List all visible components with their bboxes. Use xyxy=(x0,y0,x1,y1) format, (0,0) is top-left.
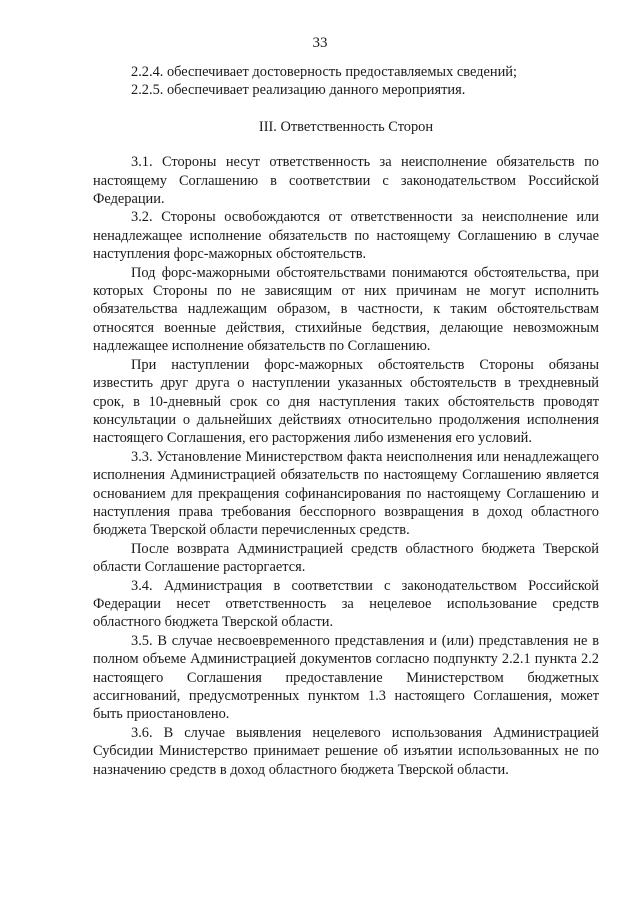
section-title: III. Ответственность Сторон xyxy=(258,118,434,135)
paragraph-3-6: 3.6. В случае выявления нецелевого использования Администрацией Субсидии Министерство принимает решение об изъятии использованных не по назначению средств в доход областного бюджета Тверской области. xyxy=(93,724,599,778)
paragraph-3-1: 3.1. Стороны несут ответственность за неисполнение обязательств по настоящему Соглашению в соответствии с законодательством Российской Федерации. xyxy=(93,154,599,208)
paragraph-3-2: 3.2. Стороны освобождаются от ответственности за неисполнение или ненадлежащее исполнение обязательств по настоящему Соглашению в случае наступления форс-мажорных обстоятельств. xyxy=(93,209,599,263)
paragraph-termination: После возврата Администрацией средств областного бюджета Тверской области Соглашение расторгается. xyxy=(93,540,599,576)
list-item: 2.2.5. обеспечивает реализацию данного мероприятия. xyxy=(131,82,466,99)
list-item: 2.2.4. обеспечивает достоверность предоставляемых сведений; xyxy=(131,64,517,80)
paragraph-3-5: 3.5. В случае несвоевременного представления и (или) представления не в полном объеме Администрацией документов согласно подпункту 2.2.1 пункта 2.2 настоящего Соглашения предоставление Министерством бюджетных ассигнований, предусмотренных пунктом 1.3 настоящего Соглашения, может быть приостановлено. xyxy=(93,632,599,723)
document-body xyxy=(93,63,599,779)
page-number: 33 xyxy=(312,35,328,51)
paragraph-force-majeure-notice: При наступлении форс-мажорных обстоятельств Стороны обязаны известить друг друга о наступлении указанных обстоятельств в трехдневный срок, в 10-дневный срок со дня наступления таких обстоятельств проводят консультации о дальнейших действиях относительно продолжения исполнения настоящего Соглашения, его расторжения либо изменения его условий. xyxy=(93,356,599,447)
paragraph-force-majeure-definition: Под форс-мажорными обстоятельствами понимаются обстоятельства, при которых Стороны по не зависящим от них причинам не могут исполнить обязательства надлежащим образом, в частности, к таким обстоятельствам относятся военные действия, стихийные бедствия, делающие невозможным надлежащее исполнение обязательств по Соглашению. xyxy=(93,264,599,355)
paragraph-3-4: 3.4. Администрация в соответствии с законодательством Российской Федерации несет ответственность за нецелевое использование средств областного бюджета Тверской области. xyxy=(93,577,599,631)
paragraph-3-3: 3.3. Установление Министерством факта неисполнения или ненадлежащего исполнения Администрацией обязательств по настоящему Соглашению является основанием для прекращения софинансирования по настоящему Соглашению и наступления права требования бесспорного возвращения в доход областного бюджета Тверской области перечисленных средств. xyxy=(93,448,599,539)
